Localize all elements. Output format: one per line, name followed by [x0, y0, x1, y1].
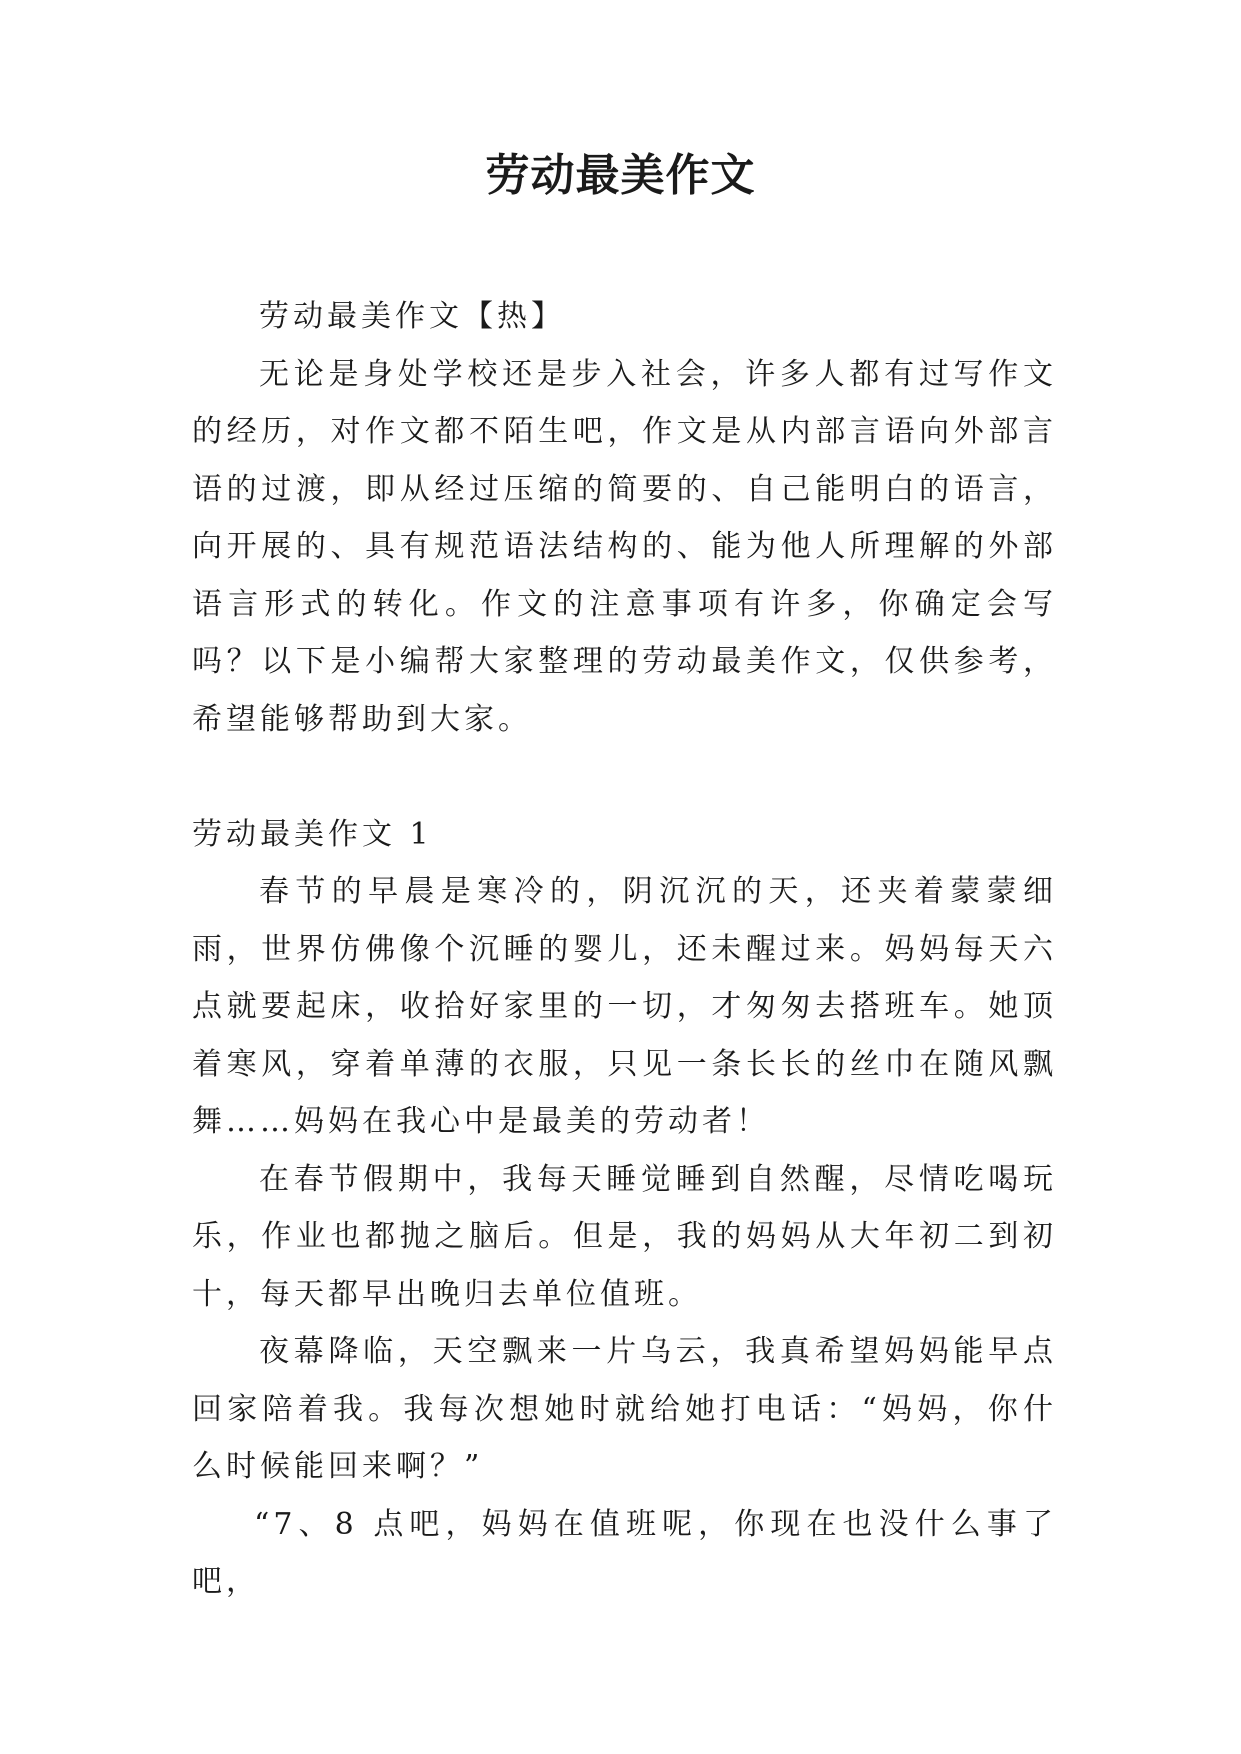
essay-heading: 劳动最美作文 1	[192, 816, 433, 852]
intro-heading: 劳动最美作文【热】	[259, 299, 565, 334]
essay-paragraph-2: 在春节假期中，我每天睡觉睡到自然醒，尽情吃喝玩乐，作业也都抛之脑后。但是，我的妈妈从大年初二到初十，每天都早出晚归去单位值班。	[192, 1161, 1057, 1312]
essay-paragraph-1: 春节的早晨是寒冷的，阴沉沉的天，还夹着蒙蒙细雨，世界仿佛像个沉睡的婴儿，还未醒过来。妈妈每天六点就要起床，收拾好家里的一切，才匆匆去搭班车。她顶着寒风，穿着单薄的衣服，只见一条长长的丝巾在随风飘舞……妈妈在我心中是最美的劳动者！	[192, 874, 1057, 1139]
intro-paragraph: 无论是身处学校还是步入社会，许多人都有过写作文的经历，对作文都不陌生吧，作文是从内部言语向外部言语的过渡，即从经过压缩的简要的、自己能明白的语言，向开展的、具有规范语法结构的、能为他人所理解的外部语言形式的转化。作文的注意事项有许多，你确定会写吗？以下是小编帮大家整理的劳动最美作文，仅供参考，希望能够帮助到大家。	[192, 356, 1057, 737]
essay-paragraph-4: “7、8 点吧，妈妈在值班呢，你现在也没什么事了吧，	[192, 1506, 1057, 1599]
document-title: 劳动最美作文	[485, 150, 756, 201]
document-body	[192, 288, 1057, 1611]
essay-paragraph-3: 夜幕降临，天空飘来一片乌云，我真希望妈妈能早点回家陪着我。我每次想她时就给她打电话：“妈妈，你什么时候能回来啊？”	[192, 1334, 1057, 1484]
